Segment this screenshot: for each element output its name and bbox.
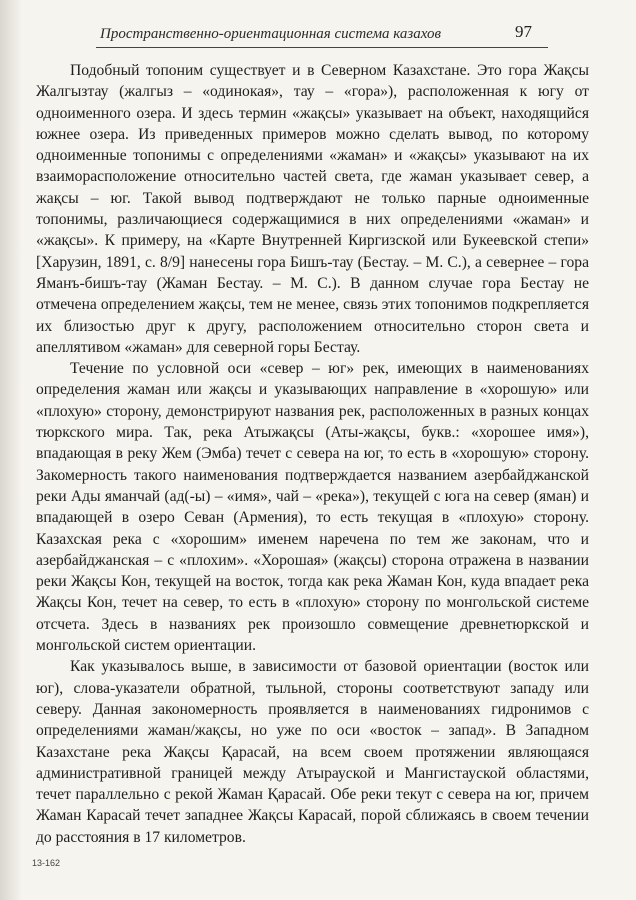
page-number: 97 [515,22,532,41]
paragraph-1: Подобный топоним существует и в Северном Казахстане. Это гора Жақсы Жалгызтау (жалгыз – «одинокая», тау – «гора»), расположенная к югу от одноименного озера. И здесь термин «жақсы» указывает на объект, находящийся южнее озера. Из приведенных примеров можно сделать вывод, по которому одноименные топонимы с определениями «жаман» и «жақсы» указывают на их взаиморасположение относительно частей света, где жаман указывает север, а жақсы – юг. Такой вывод подтверждают не только парные одноименные топонимы, различающиеся содержащимися в них определениями «жаман» и «жақсы». К примеру, на «Карте Внутренней Киргизской или Букеевской степи» [Харузин, 1891, с. 8/9] нанесены гора Бишъ-тау (Бестау. – М. С.), а севернее – гора Яманъ-бишъ-тау (Жаман Бестау. – М. С.). В данном случае гора Бестау не отмечена определением жақсы, тем не менее, связь этих топонимов подкрепляется их близостью друг к другу, расположением относительно сторон света и апеллятивом «жаман» для северной горы Бестау. [36,62,589,356]
binding-shadow [0,0,22,900]
body-text [36,60,589,848]
paragraph-2: Течение по условной оси «север – юг» рек, имеющих в наименованиях определения жаман или жақсы и указывающих направление в «хорошую» или «плохую» сторону, демонстрируют названия рек, расположенных в разных концах тюркского мира. Так, река Атыжақсы (Аты-жақсы, букв.: «хорошее имя»), впадающая в реку Жем (Эмба) течет с севера на юг, то есть в «хорошую» сторону. Закомерность такого наименования подтверждается названием азербайджанской реки Ады яманчай (ад(-ы) – «имя», чай – «река»), текущей с юга на север (яман) и впадающей в озеро Севан (Армения), то есть текущая в «плохую» сторону. Казахская река с «хорошим» именем наречена по тем же законам, что и азербайджанская – с «плохим». «Хорошая» (жақсы) сторона отражена в названии реки Жақсы Кон, текущей на восток, тогда как река Жаман Кон, куда впадает река Жақсы Кон, течет на север, то есть в «плохую» сторону по монгольской системе отсчета. Здесь в названиях рек произошло совмещение древнетюркской и монгольской систем ориентации. [36,360,589,655]
printer-signature: 13-162 [32,858,61,868]
paragraph-3: Как указывалось выше, в зависимости от базовой ориентации (восток или юг), слова-указатели обратной, тыльной, стороны соответствуют западу или северу. Данная закономерность проявляется в наименованиях гидронимов с определениями жаман/жақсы, но уже по оси «восток – запад». В Западном Казахстане река Жақсы Қарасай, на всем своем протяжении являющаяся административной границей между Атырауской и Мангистауской областями, течет параллельно с рекой Жаман Қарасай. Обе реки текут с севера на юг, причем Жаман Карасай течет западнее Жақсы Карасай, порой сближаясь в своем течении до расстояния в 17 километров. [36,658,589,846]
running-header: Пространственно-ориентационная система казахов [100,26,442,42]
header-rule [96,47,548,48]
